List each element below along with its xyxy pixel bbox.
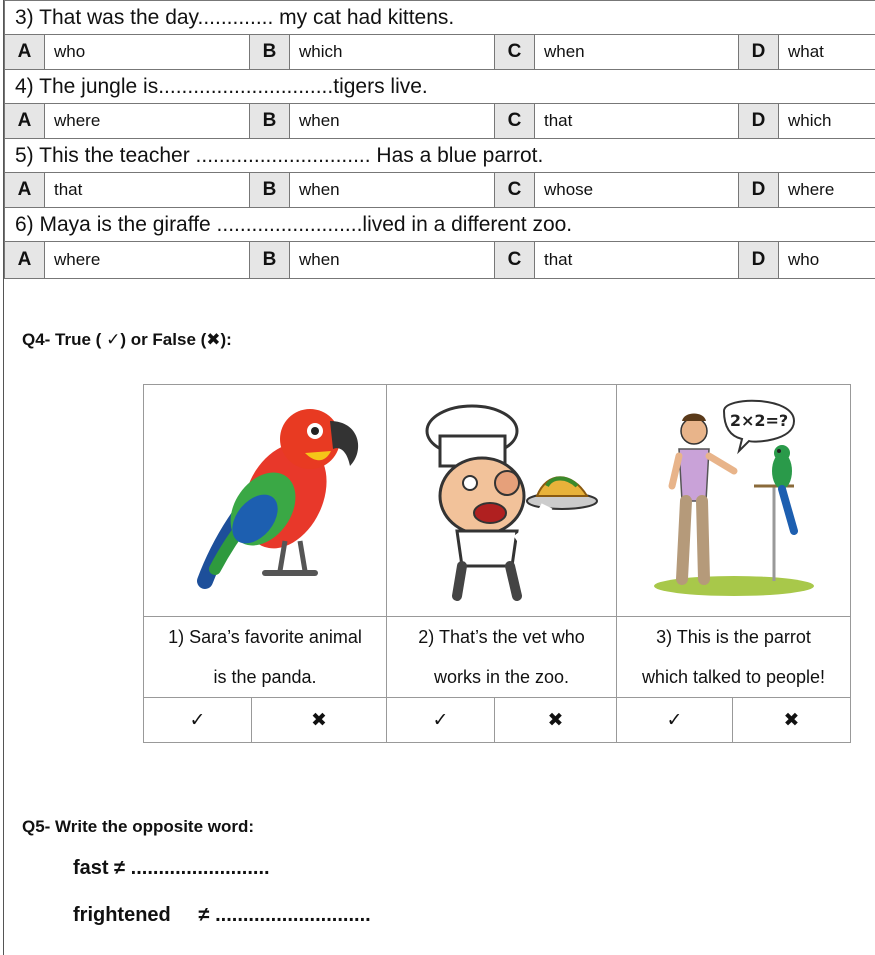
option-6a[interactable]: where [45, 242, 250, 279]
question-5: 5) This the teacher .............................. Has a blue parrot. [5, 139, 875, 173]
option-letter: D [739, 242, 779, 279]
option-4d[interactable]: which [779, 104, 875, 139]
option-3d[interactable]: what [779, 35, 875, 70]
option-3a[interactable]: who [45, 35, 250, 70]
option-5a[interactable]: that [45, 173, 250, 208]
q4-title: Q4- True ( ✓) or False (✖): [22, 330, 232, 349]
statement-3-line1: 3) This is the parrot [617, 617, 851, 658]
false-mark-2[interactable]: ✖ [495, 698, 617, 743]
q5-title: Q5- Write the opposite word: [22, 817, 255, 836]
option-letter: D [739, 35, 779, 70]
option-letter: A [5, 104, 45, 139]
option-letter: C [495, 104, 535, 139]
option-5d[interactable]: where [779, 173, 875, 208]
statement-2-line2: works in the zoo. [387, 657, 617, 698]
man-parrot-illustration [617, 385, 851, 617]
parrot-icon [165, 391, 365, 606]
option-letter: A [5, 35, 45, 70]
option-letter: B [250, 35, 290, 70]
option-6b[interactable]: when [290, 242, 495, 279]
option-3c[interactable]: when [535, 35, 739, 70]
false-mark-3[interactable]: ✖ [733, 698, 851, 743]
question-4: 4) The jungle is..............................tigers live. [5, 70, 875, 104]
statement-1-line2: is the panda. [144, 657, 387, 698]
option-letter: B [250, 242, 290, 279]
true-false-table [143, 384, 851, 743]
option-6c[interactable]: that [535, 242, 739, 279]
option-4a[interactable]: where [45, 104, 250, 139]
option-letter: A [5, 173, 45, 208]
option-letter: C [495, 242, 535, 279]
true-mark-1[interactable]: ✓ [144, 698, 252, 743]
question-3: 3) That was the day............. my cat had kittens. [5, 1, 875, 35]
math-bubble-text: 2×2=? [729, 410, 788, 430]
false-mark-1[interactable]: ✖ [252, 698, 387, 743]
mcq-table [4, 0, 875, 279]
option-3b[interactable]: which [290, 35, 495, 70]
opposite-fast[interactable]: fast ≠ ......................... [73, 857, 270, 879]
option-letter: C [495, 173, 535, 208]
option-letter: B [250, 173, 290, 208]
question-6: 6) Maya is the giraffe .........................lived in a different zoo. [5, 208, 875, 242]
option-letter: D [739, 173, 779, 208]
option-letter: C [495, 35, 535, 70]
option-letter: D [739, 104, 779, 139]
true-mark-2[interactable]: ✓ [387, 698, 495, 743]
parrot-illustration [144, 385, 387, 617]
option-letter: A [5, 242, 45, 279]
statement-2-line1: 2) That’s the vet who [387, 617, 617, 658]
statement-3-line2: which talked to people! [617, 657, 851, 698]
option-5b[interactable]: when [290, 173, 495, 208]
option-4c[interactable]: that [535, 104, 739, 139]
option-5c[interactable]: whose [535, 173, 739, 208]
chef-icon [402, 391, 602, 606]
man-parrot-icon [634, 391, 834, 606]
opposite-frightened[interactable]: frightened ≠ ............................ [73, 904, 371, 926]
chef-illustration [387, 385, 617, 617]
true-mark-3[interactable]: ✓ [617, 698, 733, 743]
option-4b[interactable]: when [290, 104, 495, 139]
statement-1-line1: 1) Sara’s favorite animal [144, 617, 387, 658]
option-letter: B [250, 104, 290, 139]
option-6d[interactable]: who [779, 242, 875, 279]
